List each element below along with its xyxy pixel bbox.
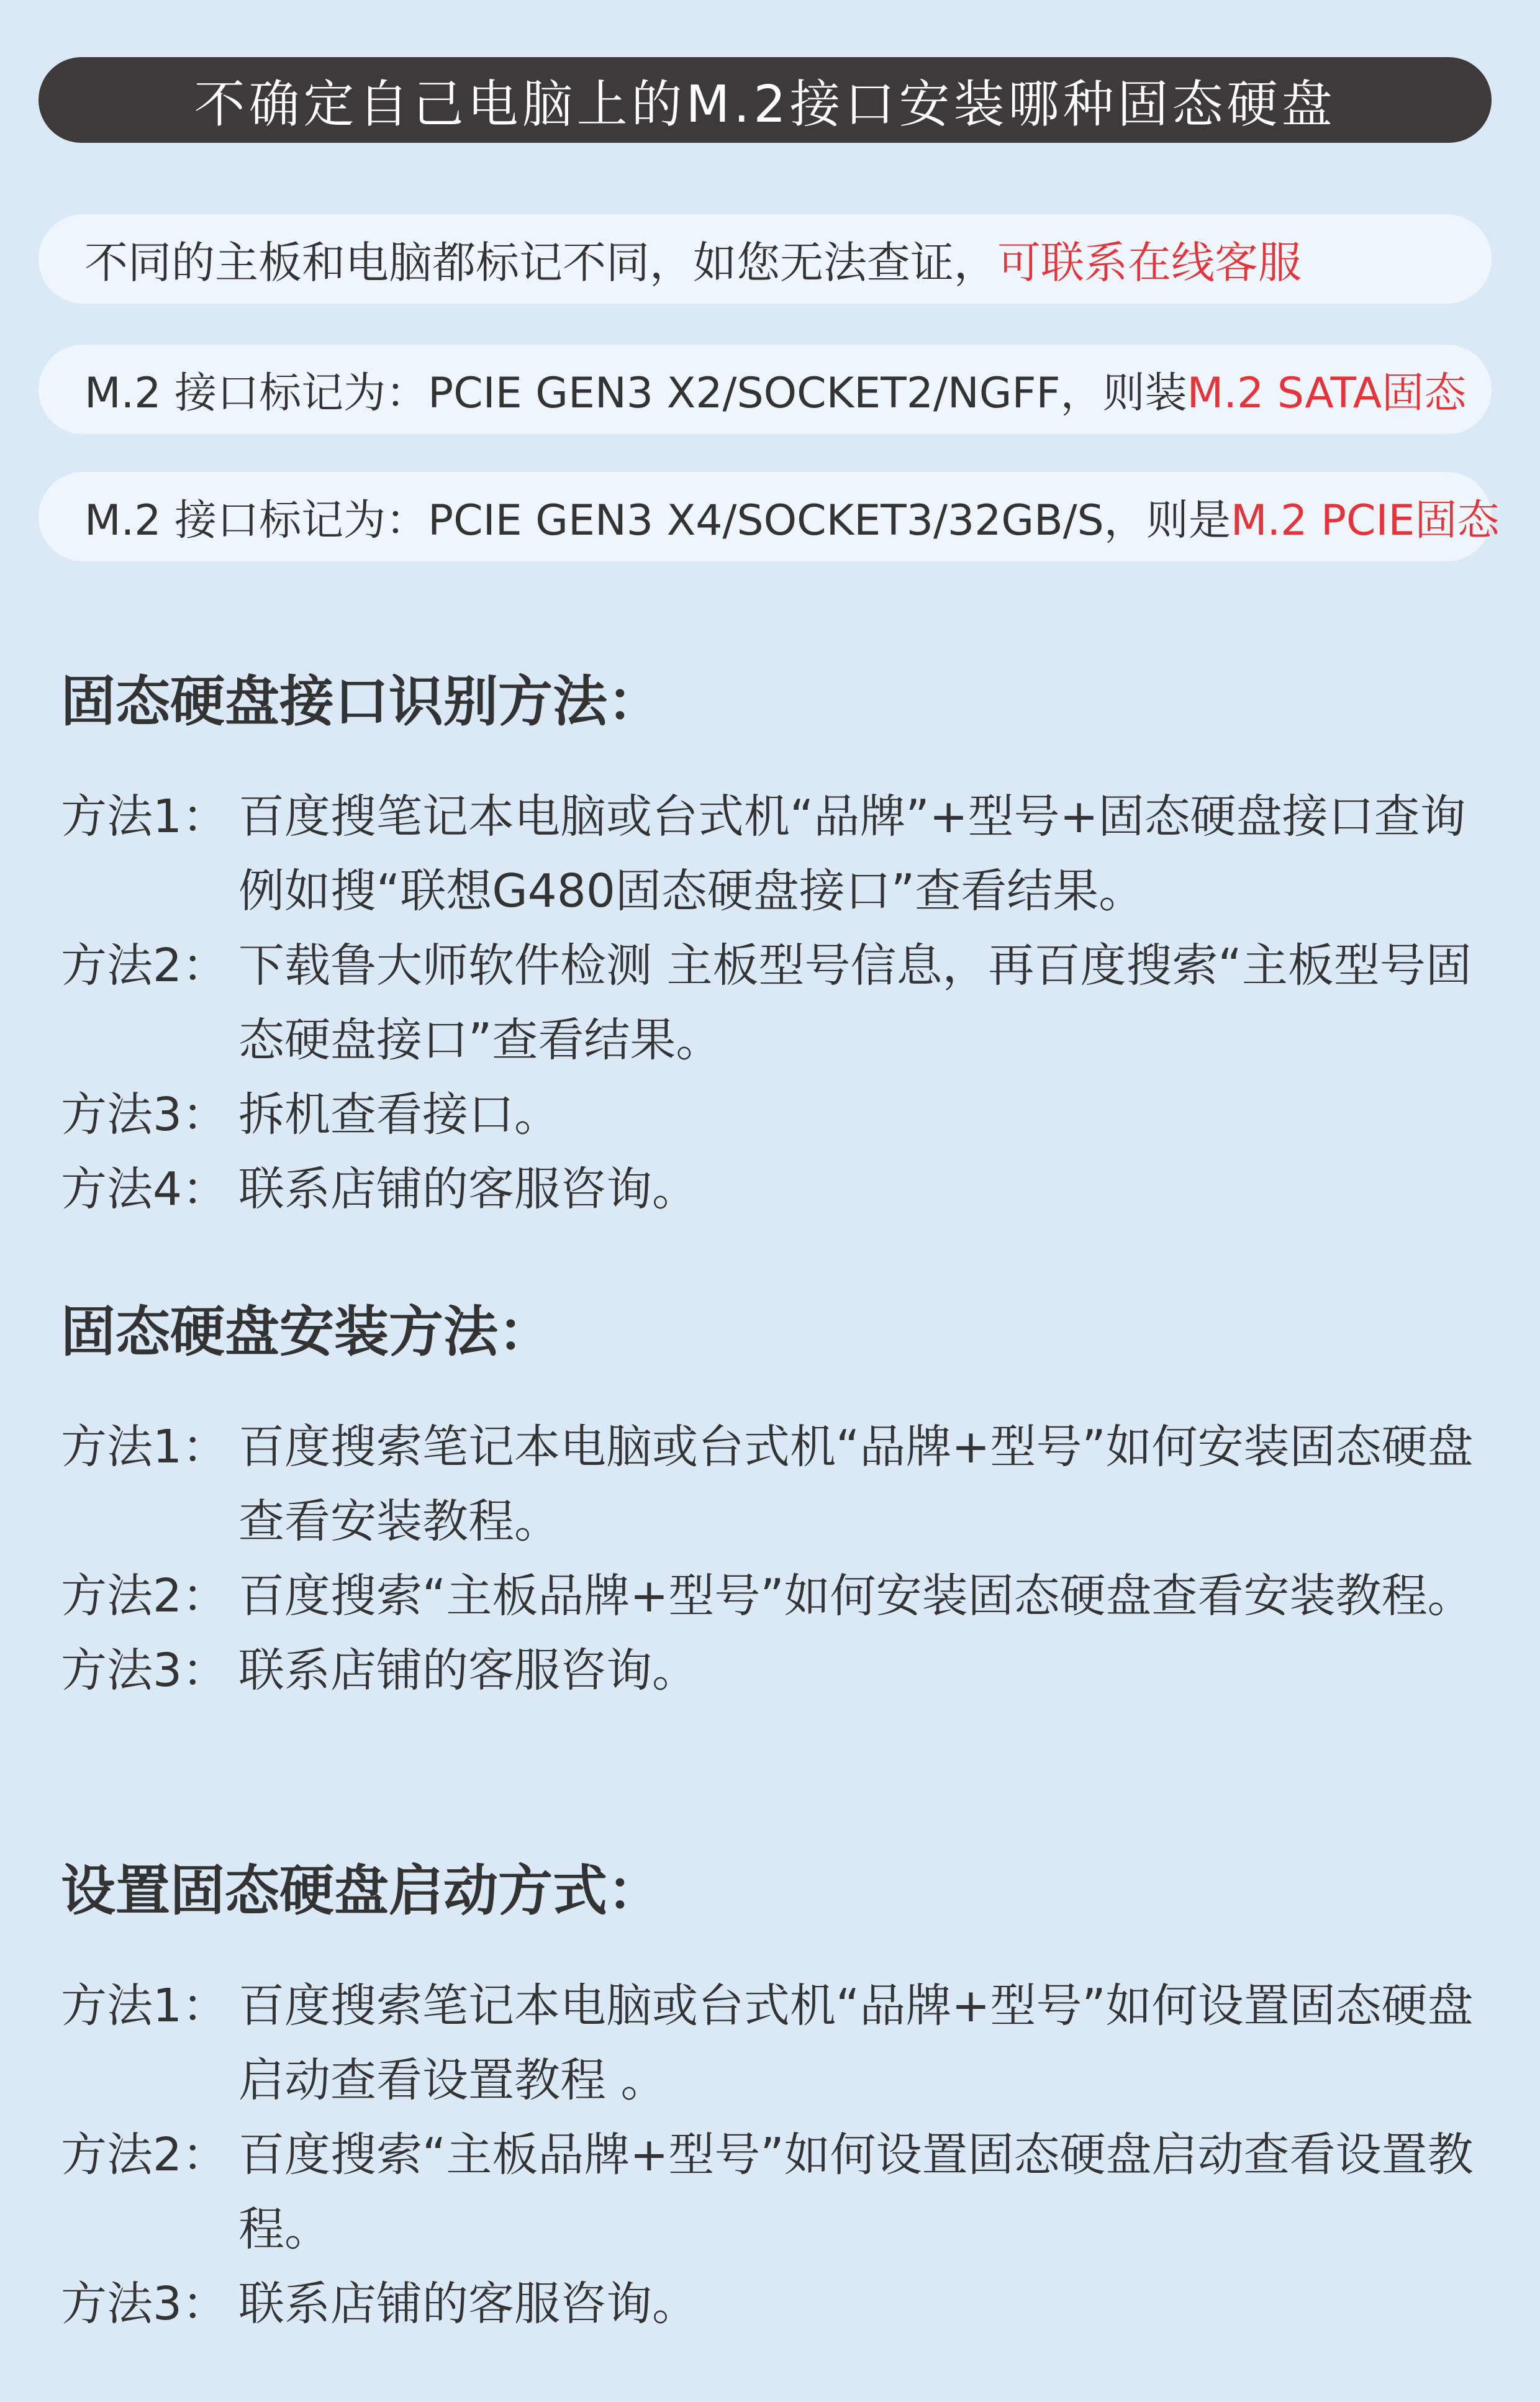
item-label: 方法4：	[61, 1162, 229, 1216]
list-item	[61, 1969, 1502, 2118]
item-label: 方法2：	[61, 1569, 229, 1623]
list-item	[61, 2267, 1502, 2341]
list-item	[61, 1410, 1502, 1559]
item-text: 拆机查看接口。	[238, 1088, 560, 1141]
item-label: 方法3：	[61, 1088, 229, 1141]
list-item	[61, 1559, 1502, 1633]
section-list-install	[61, 1410, 1502, 1708]
item-text: 下载鲁大师软件检测 主板型号信息，再百度搜索“主板型号固态硬盘接口”查看结果。	[238, 939, 1472, 1067]
item-label: 方法1：	[61, 790, 229, 843]
note-text: M.2 接口标记为：PCIE GEN3 X2/SOCKET2/NGFF，则装	[84, 368, 1187, 418]
section-list-boot	[61, 1969, 1502, 2341]
list-item	[61, 779, 1502, 928]
item-label: 方法1：	[61, 1420, 229, 1474]
item-text: 百度搜索笔记本电脑或台式机“品牌+型号”如何安装固态硬盘查看安装教程。	[238, 1420, 1474, 1548]
section-title-boot: 设置固态硬盘启动方式：	[61, 1859, 663, 1923]
list-item	[61, 1152, 1502, 1226]
item-text: 联系店铺的客服咨询。	[238, 2277, 698, 2331]
item-label: 方法3：	[61, 1644, 229, 1697]
item-text: 百度搜索“主板品牌+型号”如何安装固态硬盘查看安装教程。	[238, 1569, 1474, 1623]
page-title: 不确定自己电脑上的M.2接口安装哪种固态硬盘	[194, 75, 1336, 134]
list-item	[61, 928, 1502, 1077]
item-text: 联系店铺的客服咨询。	[238, 1644, 698, 1697]
item-text: 百度搜索“主板品牌+型号”如何设置固态硬盘启动查看设置教程。	[238, 2128, 1474, 2256]
note-highlight: 可联系在线客服	[997, 237, 1302, 288]
item-text: 百度搜索笔记本电脑或台式机“品牌+型号”如何设置固态硬盘启动查看设置教程 。	[238, 1979, 1474, 2107]
list-item	[61, 2118, 1502, 2267]
section-title-install: 固态硬盘安装方法：	[61, 1300, 553, 1364]
page-title-banner	[38, 57, 1492, 143]
list-item	[61, 1077, 1502, 1152]
item-label: 方法2：	[61, 939, 229, 992]
note-highlight: M.2 SATA固态	[1187, 368, 1467, 418]
item-text: 百度搜笔记本电脑或台式机“品牌”+型号+固态硬盘接口查询 例如搜“联想G480固态硬盘接口”查看结果。	[238, 790, 1466, 918]
section-list-interface	[61, 779, 1502, 1226]
item-label: 方法2：	[61, 2128, 229, 2182]
section-title-interface: 固态硬盘接口识别方法：	[61, 669, 663, 733]
note-highlight: M.2 PCIE固态	[1230, 496, 1500, 545]
note-text: M.2 接口标记为：PCIE GEN3 X4/SOCKET3/32GB/S，则是	[84, 496, 1231, 545]
item-label: 方法1：	[61, 1979, 229, 2033]
item-text: 联系店铺的客服咨询。	[238, 1162, 698, 1216]
note-text: 不同的主板和电脑都标记不同，如您无法查证，	[84, 237, 997, 288]
note-sata	[38, 345, 1492, 434]
item-label: 方法3：	[61, 2277, 229, 2331]
note-pcie	[38, 472, 1500, 561]
note-contact-service	[38, 214, 1492, 304]
list-item	[61, 1633, 1502, 1708]
